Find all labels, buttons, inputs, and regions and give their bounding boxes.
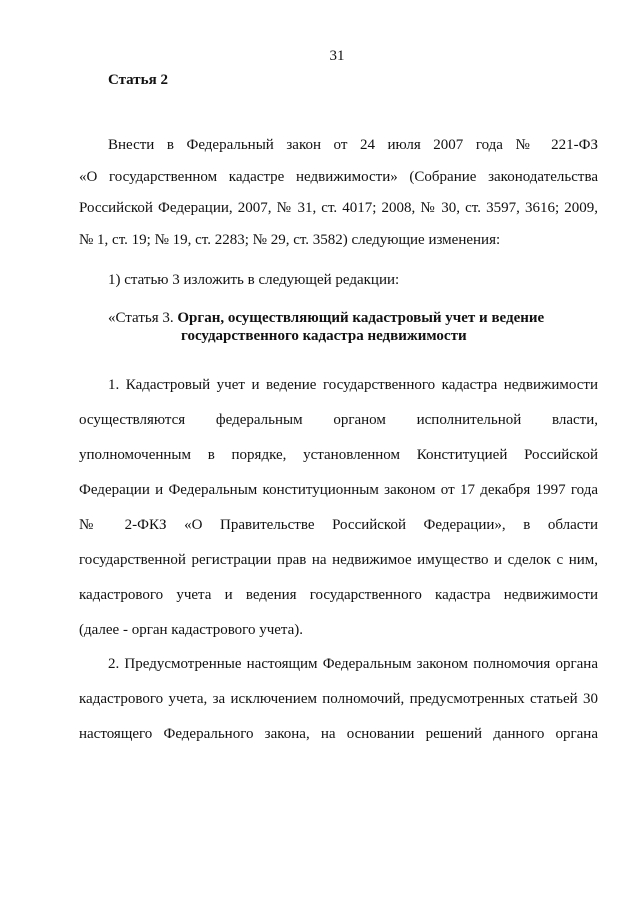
paragraph-line: кадастрового учета, за исключением полномочий, предусмотренных статьей 30 xyxy=(79,691,598,707)
intro-line: Российской Федерации, 2007, № 31, ст. 4017; 2008, № 30, ст. 3597, 3616; 2009, xyxy=(79,200,598,216)
article-title: Статья 2 xyxy=(108,72,168,88)
paragraph-line: уполномоченным в порядке, установленном Конституцией Российской xyxy=(79,447,598,463)
intro-line: «О государственном кадастре недвижимости» (Собрание законодательства xyxy=(79,168,598,185)
intro-line: № 1, ст. 19; № 19, ст. 2283; № 29, ст. 3582) следующие изменения: xyxy=(79,231,501,248)
paragraph-line: кадастрового учета и ведения государственного кадастра недвижимости xyxy=(79,587,598,603)
paragraph-2 xyxy=(79,655,598,760)
paragraph-line: (далее - орган кадастрового учета). xyxy=(79,622,304,638)
paragraph-line: настоящего Федерального закона, на основании решений данного органа xyxy=(79,726,598,742)
paragraph-line: осуществляются федеральным органом исполнительной власти, xyxy=(79,412,598,428)
paragraph-line: 1. Кадастровый учет и ведение государственного кадастра недвижимости xyxy=(108,377,598,393)
paragraph-line: № 2-ФКЗ «О Правительстве Российской Федерации», в области xyxy=(79,517,598,533)
new-article-heading-line-2: государственного кадастра недвижимости xyxy=(181,328,467,344)
amendment-item-1: 1) статью 3 изложить в следующей редакции: xyxy=(108,272,400,288)
new-article-prefix: «Статья 3. xyxy=(108,310,174,326)
paragraph-line: Федерации и Федеральным конституционным законом от 17 декабря 1997 года xyxy=(79,482,598,498)
paragraph-line: 2. Предусмотренные настоящим Федеральным законом полномочия органа xyxy=(108,656,598,672)
intro-line: Внести в Федеральный закон от 24 июля 2007 года № 221-ФЗ xyxy=(108,137,598,153)
intro-paragraph xyxy=(79,136,598,262)
new-article-heading-line-1: Орган, осуществляющий кадастровый учет и ведение xyxy=(177,310,545,326)
paragraph-line: государственной регистрации прав на недвижимое имущество и сделок с ним, xyxy=(79,552,598,568)
new-article-heading xyxy=(108,309,544,345)
page-number: 31 xyxy=(329,48,345,64)
paragraph-1 xyxy=(79,376,598,656)
